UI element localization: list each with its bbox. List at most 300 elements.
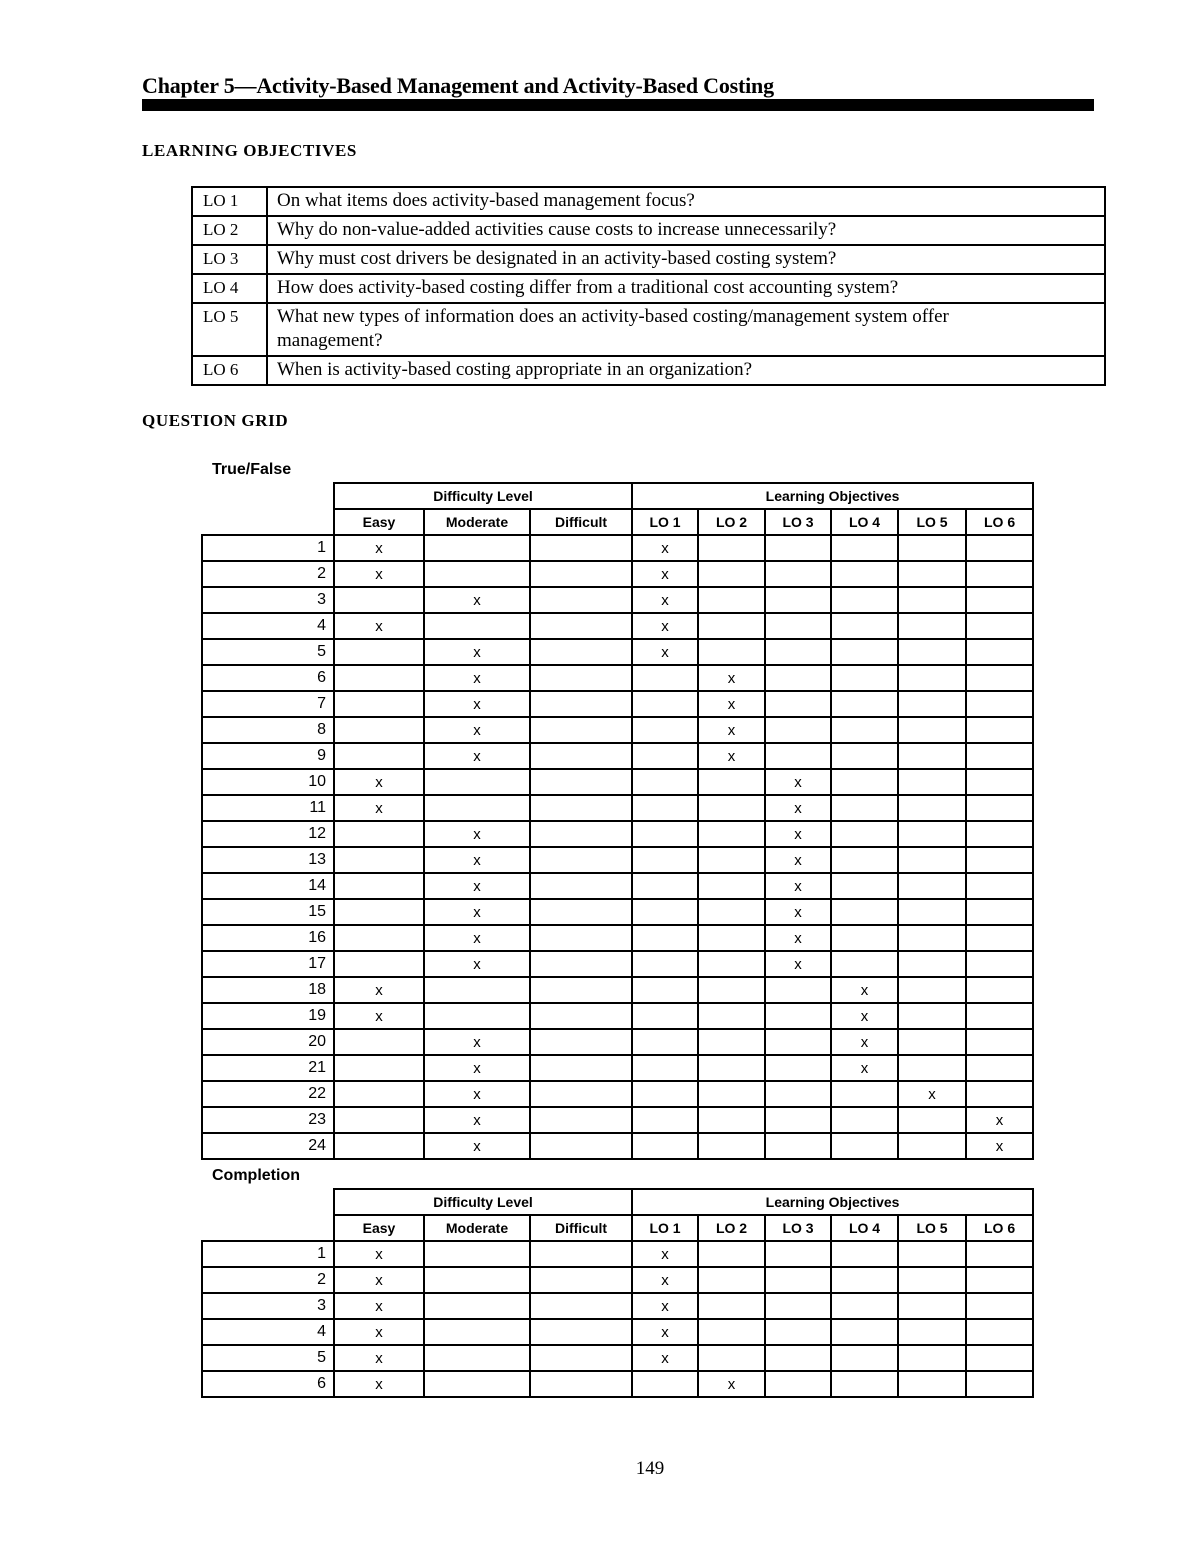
grid-cell xyxy=(765,1055,831,1081)
grid-cell xyxy=(966,821,1033,847)
grid-cell xyxy=(632,925,698,951)
check-mark: x xyxy=(765,795,831,821)
grid-cell xyxy=(334,743,424,769)
question-row xyxy=(202,639,1033,665)
question-row xyxy=(202,1345,1033,1371)
grid-cell xyxy=(966,1319,1033,1345)
column-header-moderate: Moderate xyxy=(424,1215,530,1241)
grid-cell xyxy=(632,717,698,743)
lo-text: When is activity-based costing appropriate in an organization? xyxy=(267,356,1105,385)
grid-cell xyxy=(334,847,424,873)
question-number: 11 xyxy=(202,795,334,821)
grid-cell xyxy=(698,847,765,873)
grid-cell xyxy=(698,925,765,951)
grid-cell xyxy=(831,951,898,977)
grid-cell xyxy=(698,1319,765,1345)
check-mark: x xyxy=(698,691,765,717)
question-number: 7 xyxy=(202,691,334,717)
check-mark: x xyxy=(334,1371,424,1397)
check-mark: x xyxy=(334,613,424,639)
grid-cell xyxy=(632,873,698,899)
check-mark: x xyxy=(632,1267,698,1293)
question-row xyxy=(202,665,1033,691)
title-rule xyxy=(142,99,1094,111)
check-mark: x xyxy=(424,691,530,717)
lo-code: LO 2 xyxy=(192,216,267,245)
grid-cell xyxy=(898,1267,966,1293)
grid-cell xyxy=(966,665,1033,691)
check-mark: x xyxy=(424,639,530,665)
grid-cell xyxy=(334,873,424,899)
check-mark: x xyxy=(334,1319,424,1345)
grid-cell xyxy=(831,1293,898,1319)
grid-cell xyxy=(632,1029,698,1055)
grid-cell xyxy=(632,977,698,1003)
question-row xyxy=(202,613,1033,639)
grid-cell xyxy=(898,535,966,561)
column-header-lo-5: LO 5 xyxy=(898,509,966,535)
grid-cell xyxy=(530,535,632,561)
grid-cell xyxy=(698,561,765,587)
column-header-easy: Easy xyxy=(334,1215,424,1241)
grid-cell xyxy=(831,717,898,743)
question-grid-heading: QUESTION GRID xyxy=(142,411,289,430)
grid-cell xyxy=(765,1293,831,1319)
grid-cell xyxy=(530,1293,632,1319)
check-mark: x xyxy=(831,977,898,1003)
grid-cell xyxy=(898,925,966,951)
grid-cell xyxy=(966,561,1033,587)
grid-cell xyxy=(765,1107,831,1133)
grid-cell xyxy=(765,535,831,561)
grid-cell xyxy=(530,821,632,847)
check-mark: x xyxy=(765,873,831,899)
check-mark: x xyxy=(765,925,831,951)
grid-cell xyxy=(530,977,632,1003)
check-mark: x xyxy=(424,951,530,977)
grid-cell xyxy=(632,899,698,925)
grid-cell xyxy=(831,1133,898,1159)
grid-cell xyxy=(334,925,424,951)
grid-cell xyxy=(334,691,424,717)
question-number: 24 xyxy=(202,1133,334,1159)
lo-row xyxy=(192,356,1105,385)
grid-cell xyxy=(698,535,765,561)
check-mark: x xyxy=(424,665,530,691)
grid-cell xyxy=(966,691,1033,717)
grid-cell xyxy=(765,1081,831,1107)
grid-cell xyxy=(334,1029,424,1055)
grid-cell xyxy=(765,665,831,691)
grid-cell xyxy=(831,743,898,769)
check-mark: x xyxy=(632,1319,698,1345)
grid-cell xyxy=(898,951,966,977)
question-row xyxy=(202,535,1033,561)
grid-cell xyxy=(698,1241,765,1267)
question-number: 12 xyxy=(202,821,334,847)
check-mark: x xyxy=(334,1293,424,1319)
check-mark: x xyxy=(966,1107,1033,1133)
check-mark: x xyxy=(698,743,765,769)
grid-cell xyxy=(530,795,632,821)
grid-cell xyxy=(831,561,898,587)
question-row xyxy=(202,951,1033,977)
lo-code: LO 4 xyxy=(192,274,267,303)
grid-cell xyxy=(632,951,698,977)
grid-cell xyxy=(765,1241,831,1267)
check-mark: x xyxy=(334,1241,424,1267)
grid-cell xyxy=(966,769,1033,795)
grid-cell xyxy=(898,743,966,769)
check-mark: x xyxy=(765,899,831,925)
question-number: 3 xyxy=(202,1293,334,1319)
grid-cell xyxy=(765,1371,831,1397)
grid-cell xyxy=(966,743,1033,769)
check-mark: x xyxy=(424,925,530,951)
group-header-row xyxy=(202,1189,1033,1215)
grid-cell xyxy=(765,1319,831,1345)
grid-cell xyxy=(898,1319,966,1345)
grid-cell xyxy=(530,1319,632,1345)
lo-row xyxy=(192,274,1105,303)
column-header-lo-2: LO 2 xyxy=(698,1215,765,1241)
grid-cell xyxy=(698,587,765,613)
question-row xyxy=(202,1003,1033,1029)
question-row xyxy=(202,561,1033,587)
grid-cell xyxy=(831,665,898,691)
check-mark: x xyxy=(424,1029,530,1055)
grid-cell xyxy=(530,1003,632,1029)
check-mark: x xyxy=(334,769,424,795)
true-false-grid xyxy=(201,482,1034,1160)
grid-cell xyxy=(966,977,1033,1003)
grid-cell xyxy=(898,1029,966,1055)
question-number: 17 xyxy=(202,951,334,977)
question-row xyxy=(202,847,1033,873)
grid-cell xyxy=(632,769,698,795)
grid-cell xyxy=(530,587,632,613)
check-mark: x xyxy=(765,769,831,795)
grid-cell xyxy=(966,639,1033,665)
question-number: 19 xyxy=(202,1003,334,1029)
grid-cell xyxy=(831,1371,898,1397)
check-mark: x xyxy=(632,587,698,613)
grid-cell xyxy=(698,639,765,665)
grid-cell xyxy=(632,1107,698,1133)
check-mark: x xyxy=(334,977,424,1003)
grid-cell xyxy=(632,1371,698,1397)
check-mark: x xyxy=(424,899,530,925)
check-mark: x xyxy=(334,535,424,561)
grid-cell xyxy=(831,821,898,847)
grid-cell xyxy=(966,1267,1033,1293)
question-row xyxy=(202,1107,1033,1133)
check-mark: x xyxy=(424,1081,530,1107)
check-mark: x xyxy=(334,1345,424,1371)
question-number: 23 xyxy=(202,1107,334,1133)
question-row xyxy=(202,717,1033,743)
check-mark: x xyxy=(334,561,424,587)
blank-corner xyxy=(202,509,334,535)
column-header-row xyxy=(202,509,1033,535)
grid-cell xyxy=(424,1293,530,1319)
grid-cell xyxy=(334,717,424,743)
column-header-lo-3: LO 3 xyxy=(765,509,831,535)
lo-row xyxy=(192,187,1105,216)
grid-cell xyxy=(831,1267,898,1293)
grid-cell xyxy=(698,613,765,639)
grid-cell xyxy=(966,847,1033,873)
check-mark: x xyxy=(632,1293,698,1319)
grid-cell xyxy=(898,613,966,639)
grid-cell xyxy=(632,743,698,769)
grid-cell xyxy=(765,691,831,717)
question-row xyxy=(202,1319,1033,1345)
question-row xyxy=(202,1371,1033,1397)
check-mark: x xyxy=(698,1371,765,1397)
grid-cell xyxy=(765,561,831,587)
learning-objectives-header: Learning Objectives xyxy=(632,1189,1033,1215)
grid-cell xyxy=(966,795,1033,821)
check-mark: x xyxy=(831,1003,898,1029)
lo-text: Why must cost drivers be designated in an activity-based costing system? xyxy=(267,245,1105,274)
grid-cell xyxy=(530,665,632,691)
blank-corner xyxy=(202,1215,334,1241)
grid-cell xyxy=(966,717,1033,743)
grid-cell xyxy=(898,587,966,613)
grid-cell xyxy=(831,847,898,873)
grid-cell xyxy=(424,1241,530,1267)
question-number: 16 xyxy=(202,925,334,951)
check-mark: x xyxy=(898,1081,966,1107)
grid-cell xyxy=(530,1371,632,1397)
page-number: 149 xyxy=(635,1458,665,1479)
grid-cell xyxy=(898,1371,966,1397)
grid-cell xyxy=(698,977,765,1003)
check-mark: x xyxy=(424,1107,530,1133)
grid-cell xyxy=(632,1055,698,1081)
grid-cell xyxy=(698,1345,765,1371)
grid-cell xyxy=(334,665,424,691)
grid-cell xyxy=(530,873,632,899)
grid-cell xyxy=(334,1055,424,1081)
grid-cell xyxy=(530,743,632,769)
grid-cell xyxy=(765,639,831,665)
grid-cell xyxy=(530,613,632,639)
grid-cell xyxy=(831,925,898,951)
grid-cell xyxy=(424,561,530,587)
check-mark: x xyxy=(424,1055,530,1081)
grid-cell xyxy=(898,1345,966,1371)
grid-cell xyxy=(424,1267,530,1293)
lo-text: What new types of information does an activity-based costing/management system offer management? xyxy=(267,303,1105,356)
grid-cell xyxy=(698,1133,765,1159)
question-number: 1 xyxy=(202,1241,334,1267)
grid-cell xyxy=(698,1055,765,1081)
grid-cell xyxy=(966,1029,1033,1055)
grid-cell xyxy=(966,1055,1033,1081)
grid-cell xyxy=(765,977,831,1003)
check-mark: x xyxy=(632,561,698,587)
grid-cell xyxy=(334,639,424,665)
column-header-lo-4: LO 4 xyxy=(831,509,898,535)
question-row xyxy=(202,1055,1033,1081)
grid-cell xyxy=(898,665,966,691)
grid-cell xyxy=(765,613,831,639)
grid-cell xyxy=(334,1133,424,1159)
lo-row xyxy=(192,303,1105,356)
question-number: 6 xyxy=(202,665,334,691)
check-mark: x xyxy=(424,717,530,743)
grid-cell xyxy=(530,1133,632,1159)
learning-objectives-table xyxy=(191,186,1106,386)
question-number: 14 xyxy=(202,873,334,899)
column-header-lo-1: LO 1 xyxy=(632,1215,698,1241)
grid-cell xyxy=(966,587,1033,613)
grid-cell xyxy=(765,587,831,613)
grid-cell xyxy=(898,1055,966,1081)
question-row xyxy=(202,587,1033,613)
lo-text: On what items does activity-based management focus? xyxy=(267,187,1105,216)
grid-cell xyxy=(632,847,698,873)
grid-cell xyxy=(698,1107,765,1133)
grid-cell xyxy=(966,535,1033,561)
grid-cell xyxy=(898,769,966,795)
grid-cell xyxy=(898,691,966,717)
grid-cell xyxy=(530,1345,632,1371)
grid-cell xyxy=(966,925,1033,951)
column-header-lo-6: LO 6 xyxy=(966,1215,1033,1241)
question-number: 2 xyxy=(202,1267,334,1293)
check-mark: x xyxy=(632,535,698,561)
question-number: 21 xyxy=(202,1055,334,1081)
grid-cell xyxy=(530,1241,632,1267)
grid-cell xyxy=(831,613,898,639)
check-mark: x xyxy=(424,821,530,847)
grid-cell xyxy=(698,1081,765,1107)
lo-code: LO 1 xyxy=(192,187,267,216)
grid-cell xyxy=(632,821,698,847)
difficulty-level-header: Difficulty Level xyxy=(334,1189,632,1215)
grid-cell xyxy=(530,1029,632,1055)
question-row xyxy=(202,769,1033,795)
grid-cell xyxy=(334,1081,424,1107)
grid-cell xyxy=(966,1081,1033,1107)
check-mark: x xyxy=(632,1345,698,1371)
grid-cell xyxy=(530,847,632,873)
grid-cell xyxy=(765,743,831,769)
grid-cell xyxy=(530,769,632,795)
learning-objectives-heading: LEARNING OBJECTIVES xyxy=(142,141,357,160)
lo-code: LO 5 xyxy=(192,303,267,356)
learning-objectives-header: Learning Objectives xyxy=(632,483,1033,509)
grid-cell xyxy=(632,1003,698,1029)
grid-cell xyxy=(898,873,966,899)
question-number: 2 xyxy=(202,561,334,587)
check-mark: x xyxy=(334,1003,424,1029)
grid-cell xyxy=(898,1133,966,1159)
grid-cell xyxy=(424,1371,530,1397)
grid-cell xyxy=(966,873,1033,899)
question-number: 13 xyxy=(202,847,334,873)
question-row xyxy=(202,795,1033,821)
grid-cell xyxy=(530,561,632,587)
column-header-lo-3: LO 3 xyxy=(765,1215,831,1241)
check-mark: x xyxy=(424,1133,530,1159)
grid-cell xyxy=(530,951,632,977)
grid-cell xyxy=(966,1293,1033,1319)
grid-cell xyxy=(530,1267,632,1293)
check-mark: x xyxy=(424,587,530,613)
grid-cell xyxy=(632,665,698,691)
completion-grid xyxy=(201,1188,1034,1398)
grid-cell xyxy=(424,535,530,561)
grid-cell xyxy=(765,1029,831,1055)
grid-cell xyxy=(898,1003,966,1029)
blank-corner xyxy=(202,483,334,509)
grid-cell xyxy=(831,795,898,821)
grid-cell xyxy=(698,795,765,821)
check-mark: x xyxy=(966,1133,1033,1159)
question-number: 5 xyxy=(202,1345,334,1371)
group-header-row xyxy=(202,483,1033,509)
check-mark: x xyxy=(334,795,424,821)
grid-cell xyxy=(698,1029,765,1055)
grid-cell xyxy=(424,977,530,1003)
grid-cell xyxy=(831,587,898,613)
check-mark: x xyxy=(632,639,698,665)
column-header-lo-5: LO 5 xyxy=(898,1215,966,1241)
grid-cell xyxy=(765,1003,831,1029)
grid-cell xyxy=(966,613,1033,639)
grid-cell xyxy=(831,1319,898,1345)
grid-cell xyxy=(632,1133,698,1159)
column-header-lo-6: LO 6 xyxy=(966,509,1033,535)
column-header-lo-4: LO 4 xyxy=(831,1215,898,1241)
grid-cell xyxy=(530,717,632,743)
check-mark: x xyxy=(632,613,698,639)
grid-cell xyxy=(698,769,765,795)
grid-cell xyxy=(831,1081,898,1107)
lo-code: LO 3 xyxy=(192,245,267,274)
grid-cell xyxy=(632,691,698,717)
grid-cell xyxy=(698,951,765,977)
grid-cell xyxy=(334,951,424,977)
grid-cell xyxy=(698,1267,765,1293)
true-false-label: True/False xyxy=(212,461,292,478)
question-number: 9 xyxy=(202,743,334,769)
column-header-lo-1: LO 1 xyxy=(632,509,698,535)
grid-cell xyxy=(966,1345,1033,1371)
grid-cell xyxy=(334,1107,424,1133)
check-mark: x xyxy=(765,951,831,977)
grid-cell xyxy=(831,1345,898,1371)
grid-cell xyxy=(698,873,765,899)
question-row xyxy=(202,1081,1033,1107)
grid-cell xyxy=(530,1107,632,1133)
question-row xyxy=(202,977,1033,1003)
check-mark: x xyxy=(831,1029,898,1055)
grid-cell xyxy=(530,691,632,717)
grid-cell xyxy=(966,1241,1033,1267)
grid-cell xyxy=(530,1055,632,1081)
grid-cell xyxy=(898,795,966,821)
grid-cell xyxy=(966,899,1033,925)
grid-cell xyxy=(424,1345,530,1371)
grid-cell xyxy=(898,561,966,587)
grid-cell xyxy=(424,795,530,821)
question-row xyxy=(202,1241,1033,1267)
